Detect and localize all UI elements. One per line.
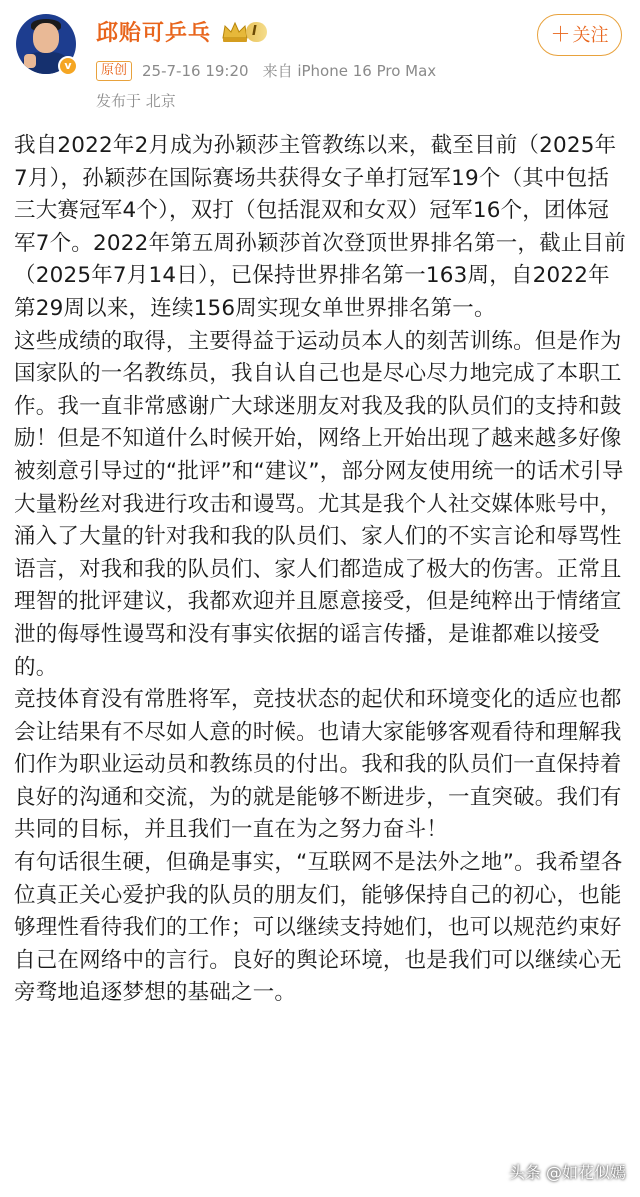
post-paragraph: 竞技体育没有常胜将军，竞技状态的起伏和环境变化的适应也都会让结果有不尽如人意的时候。也请大家能够客观看待和理解我们作为职业运动员和教练员的付出。我和我的队员们一直保持着良好的沟通和交流，为的就是能够不断进步，一直突破。我们有共同的目标，并且我们一直在为之努力奋斗！: [14, 687, 622, 843]
level-badge: I: [246, 22, 267, 42]
post-time: 25-7-16 19:20: [142, 61, 249, 80]
username[interactable]: 邱贻可乒乓: [96, 21, 212, 46]
plus-icon: ＋: [550, 22, 571, 46]
post-header: [0, 0, 640, 120]
post-paragraph: 有句话很生硬，但确是事实，“互联网不是法外之地”。我希望各位真正关心爱护我的队员的朋友们，能够保持自己的初心，也能够理性看待我们的工作；可以继续支持她们，也可以规范约束好自己在网络中的言行。良好的舆论环境，也是我们可以继续心无旁骛地追逐梦想的基础之一。: [14, 850, 623, 1006]
post-body: [14, 130, 630, 1010]
post-paragraph: 这些成绩的取得，主要得益于运动员本人的刻苦训练。但是作为国家队的一名教练员，我自认自己也是尽心尽力地完成了本职工作。我一直非常感谢广大球迷朋友对我及我的队员们的支持和鼓励！但是不知道什么时候开始，网络上开始出现了越来越多好像被刻意引导过的“批评”和“建议”，部分网友使用统一的话术引导大量粉丝对我进行攻击和谩骂。尤其是我个人社交媒体账号中，涌入了大量的针对我和我的队员们、家人们的不实言论和辱骂性语言，对我和我的队员们、家人们都造成了极大的伤害。正常且理智的批评建议，我都欢迎并且愿意接受，但是纯粹出于情绪宣泄的侮辱性谩骂和没有事实依据的谣言传播，是谁都难以接受的。: [14, 328, 624, 680]
follow-label: 关注: [572, 25, 609, 46]
original-tag: 原创: [96, 61, 132, 81]
watermark: 头条 @如花似嫣: [508, 1163, 626, 1182]
follow-button[interactable]: [537, 14, 622, 56]
post-meta: [96, 60, 436, 81]
post-location: 发布于 北京: [96, 92, 176, 110]
post-source: 来自 iPhone 16 Pro Max: [262, 62, 437, 80]
v-badge-icon: v: [58, 56, 78, 76]
post-paragraph: 我自2022年2月成为孙颖莎主管教练以来，截至目前（2025年7月），孙颖莎在国际赛场共获得女子单打冠军19个（其中包括三大赛冠军4个），双打（包括混双和女双）冠军16个，团体冠军7个。2022年第五周孙颖莎首次登顶世界排名第一，截止目前（2025年7月14日），已保持世界排名第一163周，自2022年第29周以来，连续156周实现女单世界排名第一。: [14, 133, 626, 321]
